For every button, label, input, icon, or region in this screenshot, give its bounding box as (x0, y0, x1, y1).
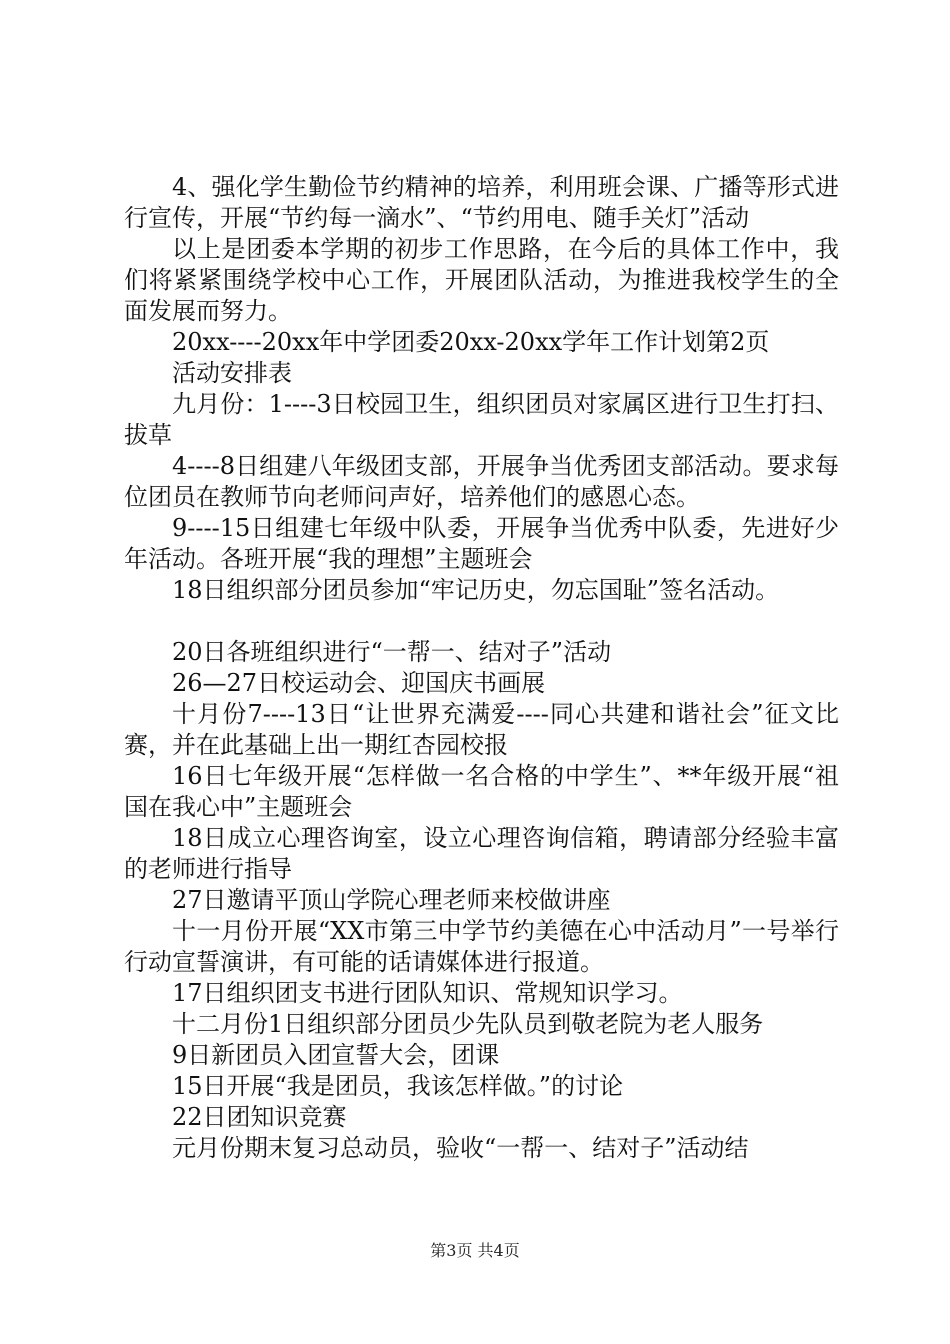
paragraph: 20日各班组织进行“一帮一、结对子”活动 (172, 638, 612, 666)
paragraph: 17日组织团支书进行团队知识、常规知识学习。 (172, 979, 683, 1007)
paragraph: 4----8日组建八年级团支部，开展争当优秀团支部活动。要求每位团员在教师节向老师问声好，培养他们的感恩心态。 (124, 452, 839, 511)
paragraph: 4、强化学生勤俭节约精神的培养，利用班会课、广播等形式进行宣传，开展“节约每一滴水”、“节约用电、随手关灯”活动 (124, 173, 839, 232)
paragraph: 以上是团委本学期的初步工作思路，在今后的具体工作中，我们将紧紧围绕学校中心工作，开展团队活动，为推进我校学生的全面发展而努力。 (124, 235, 839, 325)
page-footer: 第3页 共4页 (430, 1241, 520, 1260)
paragraph: 27日邀请平顶山学院心理老师来校做讲座 (172, 886, 611, 914)
paragraph: 九月份：1----3日校园卫生，组织团员对家属区进行卫生打扫、拔草 (124, 390, 839, 449)
document-body (124, 172, 839, 1164)
paragraph: 26—27日校运动会、迎国庆书画展 (172, 669, 546, 697)
paragraph: 十月份7----13日“让世界充满爱----同心共建和谐社会”征文比赛，并在此基础上出一期红杏园校报 (124, 700, 839, 759)
paragraph: 元月份期末复习总动员，验收“一帮一、结对子”活动结 (172, 1134, 749, 1162)
paragraph: 16日七年级开展“怎样做一名合格的中学生”、**年级开展“祖国在我心中”主题班会 (124, 762, 839, 821)
paragraph: 9日新团员入团宣誓大会，团课 (172, 1041, 500, 1069)
paragraph: 9----15日组建七年级中队委，开展争当优秀中队委，先进好少年活动。各班开展“我的理想”主题班会 (124, 514, 839, 573)
paragraph: 十二月份1日组织部分团员少先队员到敬老院为老人服务 (172, 1010, 764, 1038)
paragraph: 20xx----20xx年中学团委20xx-20xx学年工作计划第2页 (172, 328, 770, 356)
blank-line (124, 606, 839, 637)
paragraph: 活动安排表 (172, 359, 292, 387)
paragraph: 15日开展“我是团员，我该怎样做。”的讨论 (172, 1072, 624, 1100)
paragraph: 十一月份开展“XX市第三中学节约美德在心中活动月”一号举行行动宣誓演讲，有可能的话请媒体进行报道。 (124, 917, 839, 976)
paragraph: 18日组织部分团员参加“牢记历史，勿忘国耻”签名活动。 (172, 576, 780, 604)
paragraph: 22日团知识竞赛 (172, 1103, 347, 1131)
paragraph: 18日成立心理咨询室，设立心理咨询信箱，聘请部分经验丰富的老师进行指导 (124, 824, 839, 883)
